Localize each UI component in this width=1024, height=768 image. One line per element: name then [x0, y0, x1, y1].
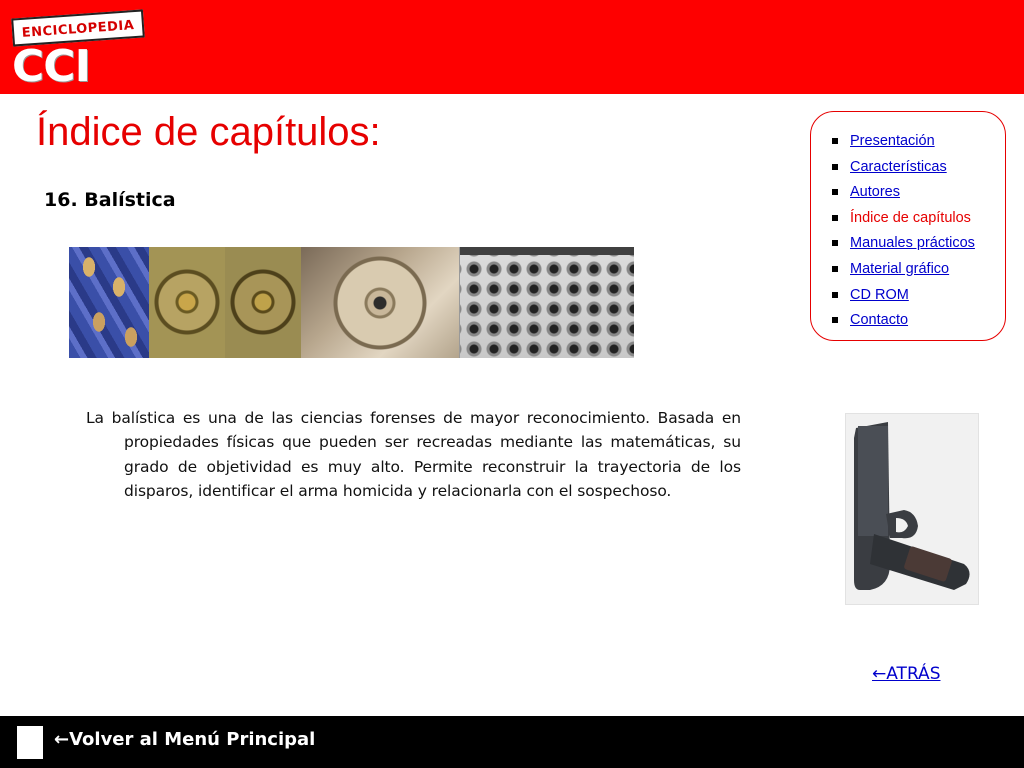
nav-link-caracteristicas[interactable]: Características: [850, 158, 947, 175]
sidebar-nav: [810, 111, 1006, 341]
cartridge-casing-photo: [225, 247, 301, 358]
logo-main-text: CCI: [12, 41, 90, 92]
nav-item-cdrom[interactable]: [831, 283, 975, 309]
nav-item-presentacion[interactable]: [831, 129, 975, 155]
description-text: La balística es una de las ciencias forenses de mayor reconocimiento. Basada en propiedades físicas que pueden ser recreadas mediante las matemáticas, su grado de objetividad es muy alto. Permite reconstruir la trayectoria de los disparos, identificar el arma homicida y relacionarla con el sospechoso.: [86, 409, 741, 500]
nav-item-manuales[interactable]: [831, 231, 975, 257]
nav-link-presentacion[interactable]: Presentación: [850, 133, 935, 149]
nav-current-indice: Índice de capítulos: [850, 209, 971, 226]
nav-list: [831, 129, 975, 334]
nav-link-manuales[interactable]: Manuales prácticos: [850, 235, 975, 252]
nav-item-autores[interactable]: [831, 180, 975, 206]
winchester-shell-photo: [301, 247, 459, 358]
cartridge-casing-photo: [149, 247, 225, 358]
pistol-icon: [846, 414, 978, 604]
footer-bar: [0, 716, 1024, 768]
header-bar: [0, 0, 1024, 94]
back-link[interactable]: ←ATRÁS: [872, 664, 941, 684]
chapter-title: 16. Balística: [44, 189, 176, 211]
nav-link-cdrom[interactable]: CD ROM: [850, 286, 909, 303]
nav-item-caracteristicas[interactable]: [831, 155, 975, 181]
chapter-description: [86, 406, 741, 503]
nav-link-contacto[interactable]: Contacto: [850, 312, 909, 329]
logo-top-text: ENCICLOPEDIA: [11, 9, 145, 46]
page-title: Índice de capítulos:: [36, 110, 381, 154]
pistol-photo: [845, 413, 979, 605]
enciclopedia-cci-logo[interactable]: [6, 8, 146, 90]
bullets-photo: [69, 247, 149, 358]
nav-link-autores[interactable]: Autores: [850, 184, 900, 201]
nav-item-contacto[interactable]: [831, 308, 975, 334]
nav-item-material[interactable]: [831, 257, 975, 283]
footer-square-icon: [17, 726, 43, 759]
nav-link-material[interactable]: Material gráfico: [850, 260, 950, 277]
ballistics-software-screenshot: [459, 247, 634, 358]
ballistics-image-strip: [69, 247, 634, 358]
main-menu-link[interactable]: ←Volver al Menú Principal: [54, 729, 316, 750]
nav-item-indice: [831, 206, 975, 232]
